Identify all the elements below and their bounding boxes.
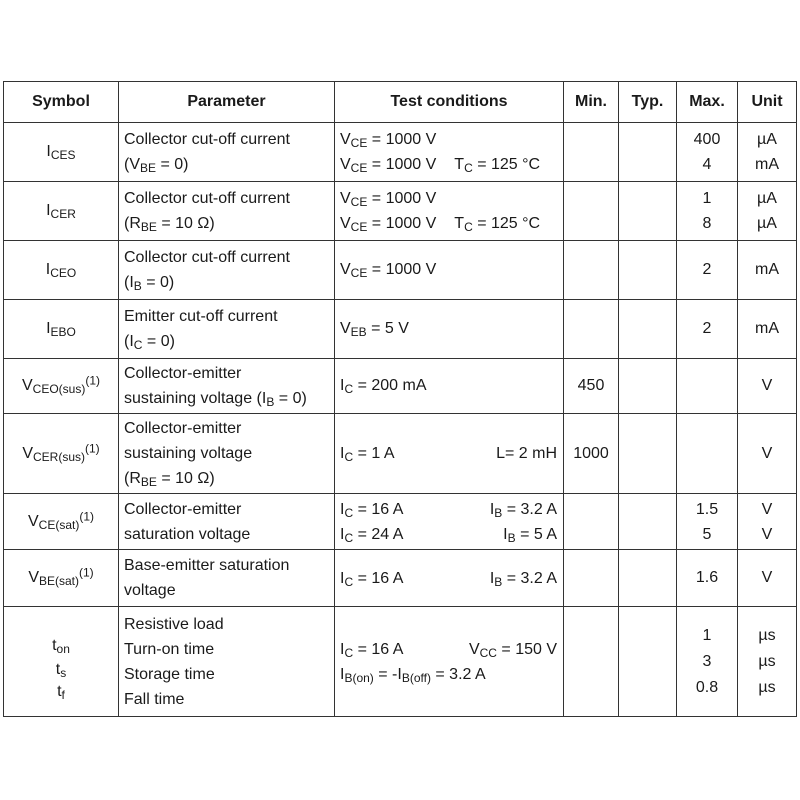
- header-max: Max.: [677, 82, 738, 123]
- symbol-cell: $V_{CER(sus)}^{(1)}$: [4, 414, 119, 494]
- table-row-ices: [4, 123, 797, 182]
- min-cell: 1000: [564, 414, 619, 494]
- typ-cell: [619, 123, 677, 182]
- table-row-icer: [4, 182, 797, 241]
- parameter-cell: Resistive load Turn-on time Storage time Fall time: [119, 607, 335, 717]
- header-parameter: Parameter: [119, 82, 335, 123]
- min-cell: [564, 123, 619, 182]
- header-row: [4, 82, 797, 123]
- symbol-cell: $I_{EBO}$: [4, 300, 119, 359]
- typ-cell: [619, 241, 677, 300]
- max-cell: 1.6: [677, 550, 738, 607]
- max-cell: [677, 359, 738, 414]
- symbol-cell: $I_{CEO}$: [4, 241, 119, 300]
- table-row-vce-sat: [4, 494, 797, 550]
- unit-cell: µA µA: [738, 182, 797, 241]
- max-cell: 1.5 5: [677, 494, 738, 550]
- parameter-cell: Collector-emitter sustaining voltage $(I_B = 0)$: [119, 359, 335, 414]
- min-cell: [564, 241, 619, 300]
- min-cell: [564, 607, 619, 717]
- typ-cell: [619, 359, 677, 414]
- header-typ: Typ.: [619, 82, 677, 123]
- parameter-cell: Base-emitter saturation voltage: [119, 550, 335, 607]
- min-cell: [564, 494, 619, 550]
- header-symbol: Symbol: [4, 82, 119, 123]
- typ-cell: [619, 182, 677, 241]
- conditions-cell: $I_C = 1$ A L= 2 mH: [335, 414, 564, 494]
- table-row-iceo: [4, 241, 797, 300]
- unit-cell: V: [738, 414, 797, 494]
- table-row-vceo-sus: [4, 359, 797, 414]
- header-unit: Unit: [738, 82, 797, 123]
- conditions-cell: $I_C = 200$ mA: [335, 359, 564, 414]
- symbol-cell: $V_{CEO(sus)}^{(1)}$: [4, 359, 119, 414]
- max-cell: 1 8: [677, 182, 738, 241]
- typ-cell: [619, 494, 677, 550]
- parameter-cell: Collector cut-off current ($R_{BE} = 10$ Ω): [119, 182, 335, 241]
- unit-cell: µA mA: [738, 123, 797, 182]
- electrical-characteristics-table: [3, 81, 797, 717]
- table-row-switching-times: [4, 607, 797, 717]
- parameter-cell: Emitter cut-off current $(I_C = 0)$: [119, 300, 335, 359]
- header-min: Min.: [564, 82, 619, 123]
- unit-cell: V: [738, 359, 797, 414]
- unit-cell: V V: [738, 494, 797, 550]
- symbol-cell: $V_{BE(sat)}^{(1)}$: [4, 550, 119, 607]
- symbol-cell: $V_{CE(sat)}^{(1)}$: [4, 494, 119, 550]
- min-cell: [564, 300, 619, 359]
- typ-cell: [619, 414, 677, 494]
- table-row-vcer-sus: [4, 414, 797, 494]
- conditions-cell: $V_{CE} = 1000$ V: [335, 241, 564, 300]
- parameter-cell: Collector-emitter saturation voltage: [119, 494, 335, 550]
- max-cell: 1 3 0.8: [677, 607, 738, 717]
- conditions-cell: $I_C = 16$ A $V_{CC} = 150$ V $I_{B(on)} = -I_{B(off)} = 3.2$ A: [335, 607, 564, 717]
- min-cell: [564, 550, 619, 607]
- max-cell: 2: [677, 300, 738, 359]
- conditions-cell: $V_{CE} = 1000$ V $V_{CE} = 1000$ V $T_C = 125$ °C: [335, 182, 564, 241]
- symbol-cell: $t_{on}$ $t_s$ $t_f$: [4, 607, 119, 717]
- max-cell: [677, 414, 738, 494]
- conditions-cell: $V_{CE} = 1000$ V $V_{CE} = 1000$ V $T_C = 125$ °C: [335, 123, 564, 182]
- header-test-conditions: Test conditions: [335, 82, 564, 123]
- typ-cell: [619, 300, 677, 359]
- min-cell: [564, 182, 619, 241]
- typ-cell: [619, 550, 677, 607]
- conditions-cell: $I_C = 16$ A $I_B = 3.2$ A $I_C = 24$ A $I_B = 5$ A: [335, 494, 564, 550]
- unit-cell: V: [738, 550, 797, 607]
- parameter-cell: Collector-emitter sustaining voltage ($R_{BE} = 10$ Ω): [119, 414, 335, 494]
- conditions-cell: $V_{EB} = 5$ V: [335, 300, 564, 359]
- max-cell: 400 4: [677, 123, 738, 182]
- conditions-cell: $I_C = 16$ A $I_B = 3.2$ A: [335, 550, 564, 607]
- unit-cell: mA: [738, 241, 797, 300]
- parameter-cell: Collector cut-off current $(I_B = 0)$: [119, 241, 335, 300]
- unit-cell: µs µs µs: [738, 607, 797, 717]
- parameter-cell: Collector cut-off current $(V_{BE} = 0)$: [119, 123, 335, 182]
- min-cell: 450: [564, 359, 619, 414]
- typ-cell: [619, 607, 677, 717]
- max-cell: 2: [677, 241, 738, 300]
- unit-cell: mA: [738, 300, 797, 359]
- symbol-cell: $I_{CES}$: [4, 123, 119, 182]
- symbol-cell: $I_{CER}$: [4, 182, 119, 241]
- table-row-iebo: [4, 300, 797, 359]
- table-row-vbe-sat: [4, 550, 797, 607]
